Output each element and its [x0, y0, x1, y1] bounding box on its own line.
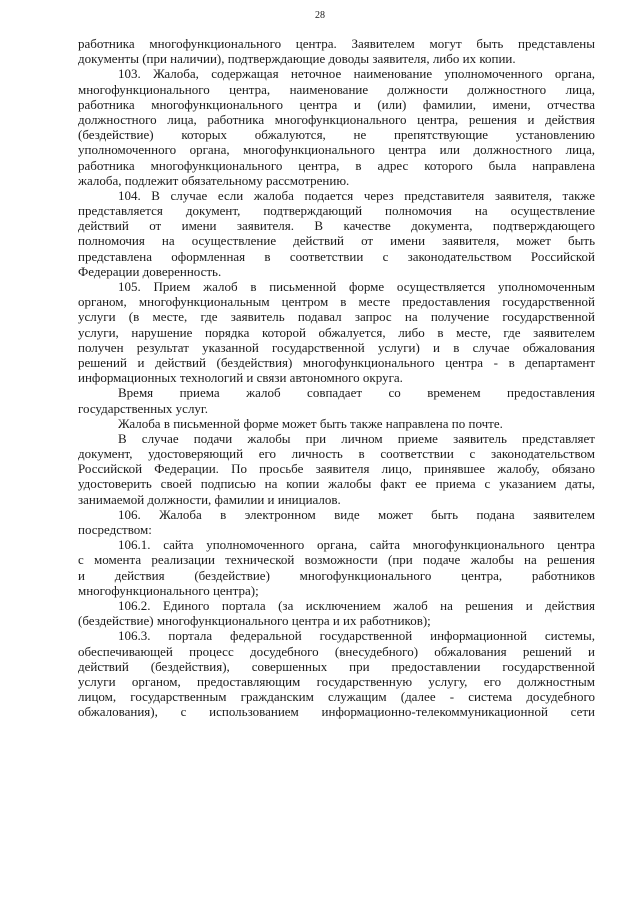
text-line: документ, удостоверяющий его личность в соответствии с законодательством [78, 446, 595, 462]
text-line: В случае подачи жалобы при личном приеме заявитель представляет [118, 430, 595, 446]
text-line: 105. Прием жалоб в письменной форме осуществляется уполномоченным [118, 279, 595, 294]
text-line: представляется документ, подтверждающий полномочия на осуществление [78, 203, 595, 219]
document-body [78, 36, 595, 719]
text-line: лицом, государственным гражданским служащим (далее - система досудебного [78, 689, 595, 705]
text-line: (бездействие) многофункционального центра и их работников); [78, 613, 431, 629]
text-line: посредством: [78, 522, 152, 537]
text-line: действий от имени заявителя. В качестве документа, подтверждающего [78, 218, 595, 234]
text-line: работника многофункционального центра, в адрес которого была направлена [78, 157, 595, 173]
text-line: услуги, нарушение порядка которой обжалуется, либо в месте, где заявителем [78, 324, 595, 340]
text-line: получен результат указанной государственной услуги) и в случае обжалования [78, 339, 595, 355]
text-line: уполномоченного органа, многофункционального центра или должностного лица, [78, 142, 595, 158]
text-line: 106.1. сайта уполномоченного органа, сайта многофункционального центра [118, 537, 595, 553]
text-line: многофункционального центра, наименование должности должностного лица, [78, 81, 595, 97]
text-line: с момента реализации технической возможности (при подаче жалобы на решения [78, 552, 595, 568]
text-line: Российской Федерации. По просьбе заявителя лицо, принявшее жалобу, обязано [78, 461, 595, 477]
text-line: решений и действий (бездействия) многофункционального центра - в департамент [78, 354, 595, 370]
text-line: услуги (в месте, где заявитель подавал запрос на получение государственной [78, 309, 595, 325]
text-line: и действия (бездействие) многофункционального центра, работников [78, 567, 595, 583]
text-line: обжалования), с использованием информационно-телекоммуникационной сети [78, 704, 595, 720]
text-line: Жалоба в письменной форме может быть также направлена по почте. [118, 415, 503, 431]
text-line: 104. В случае если жалоба подается через представителя заявителя, также [118, 187, 595, 203]
text-line: 106.2. Единого портала (за исключением жалоб на решения и действия [118, 597, 595, 613]
text-line: услуги органом, предоставляющим государственную услугу, его должностным [78, 673, 595, 689]
text-line: представлена оформленная в соответствии с законодательством Российской [78, 248, 595, 264]
text-line: 106.3. портала федеральной государственной информационной системы, [118, 628, 595, 644]
text-line: обеспечивающей процесс досудебного (внесудебного) обжалования решений и [78, 643, 595, 659]
text-line: удостоверить своей подписью на копии жалобы факт ее приема с указанием даты, [78, 476, 595, 492]
text-line: полномочия на осуществление действий от имени заявителя, может быть [78, 233, 595, 249]
text-line: информационных технологий и связи автономного округа. [78, 370, 403, 386]
text-line: многофункционального центра); [78, 582, 259, 598]
text-line: государственных услуг. [78, 400, 209, 416]
text-line: работника многофункционального центра и (или) фамилии, имени, отчества [78, 96, 595, 112]
text-line: должностного лица, работника многофункционального центра, решения и действия [78, 111, 595, 127]
text-line: действий (бездействия), совершенных при предоставлении государственной [78, 658, 595, 674]
text-line: занимаемой должности, фамилии и инициалов. [78, 491, 341, 507]
text-line: работника многофункционального центра. Заявителем могут быть представлены [78, 36, 595, 51]
text-line: 106. Жалоба в электронном виде может быть подана заявителем [118, 506, 595, 522]
text-line: Время приема жалоб совпадает со временем предоставления [118, 385, 595, 401]
text-line: органом, многофункциональным центром в месте предоставления государственной [78, 294, 595, 310]
text-line: документы (при наличии), подтверждающие доводы заявителя, либо их копии. [78, 51, 516, 67]
page-number: 28 [315, 10, 325, 21]
text-line: (бездействие) которых обжалуются, не препятствующие установлению [78, 127, 595, 143]
text-line: Федерации доверенность. [78, 263, 222, 279]
text-line: жалоба, подлежит обязательному рассмотрению. [78, 172, 350, 188]
text-line: 103. Жалоба, содержащая неточное наименование уполномоченного органа, [118, 66, 595, 82]
